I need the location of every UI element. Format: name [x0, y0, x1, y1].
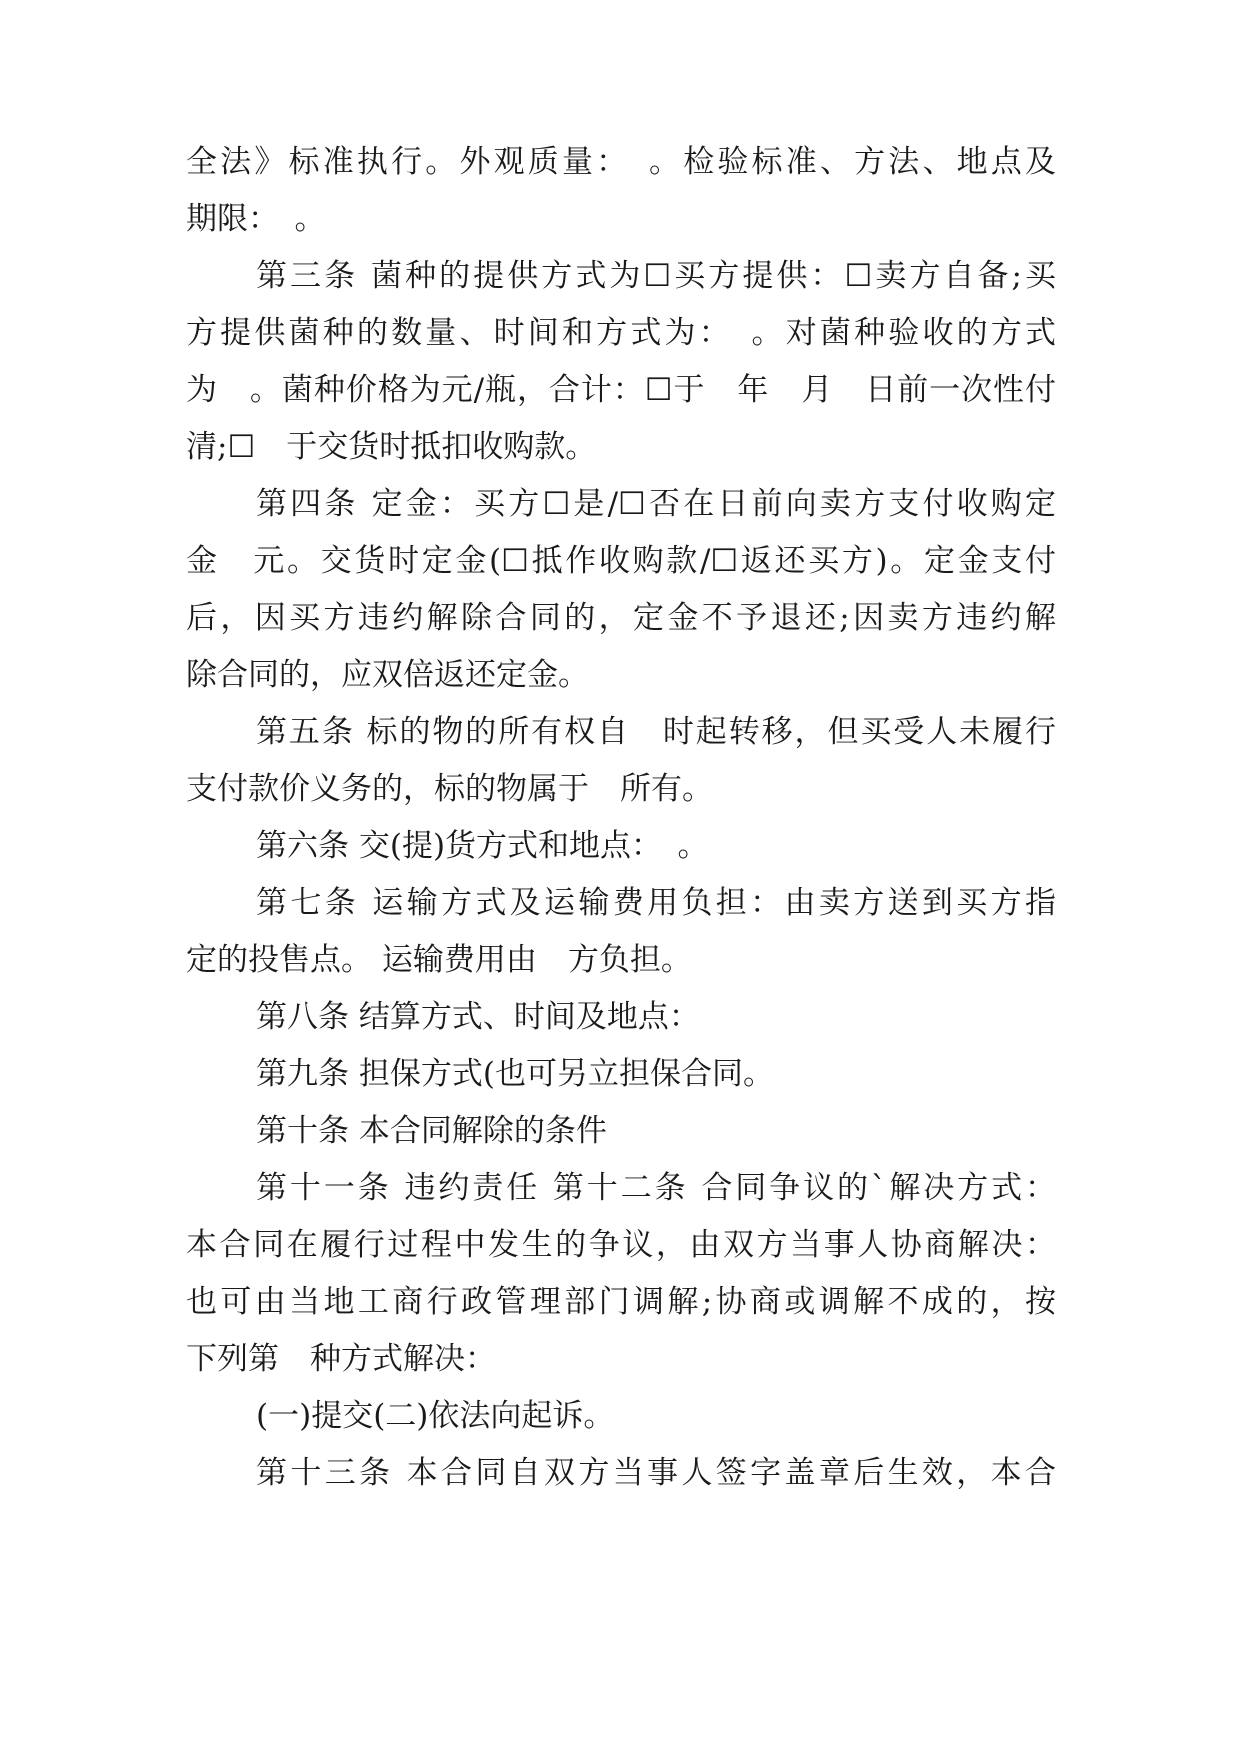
text-line: 金 元。交货时定金(☐抵作收购款/☐返还买方)。定金支付 [186, 543, 1056, 579]
article-6-line: 第六条 交(提)货方式和地点： 。 [256, 828, 709, 864]
text-line: 定的投售点。 运输费用由 方负担。 [186, 942, 692, 978]
text-line: 除合同的，应双倍返还定金。 [186, 657, 589, 693]
text-line: 也可由当地工商行政管理部门调解;协商或调解不成的，按 [186, 1284, 1056, 1320]
article-11-12-line: 第十一条 违约责任 第十二条 合同争议的`解决方式： [256, 1170, 1056, 1206]
text-line: 后，因买方违约解除合同的，定金不予退还;因卖方违约解 [186, 600, 1056, 636]
text-line: 为 。菌种价格为元/瓶，合计：☐于 年 月 日前一次性付 [186, 372, 1056, 408]
article-8-line: 第八条 结算方式、时间及地点： [256, 999, 700, 1035]
text-line: 本合同在履行过程中发生的争议，由双方当事人协商解决： [186, 1227, 1056, 1263]
text-line: 清;☐ 于交货时抵扣收购款。 [186, 429, 597, 465]
article-3-heading-line: 第三条 菌种的提供方式为☐买方提供：☐卖方自备;买 [256, 258, 1056, 294]
text-line: 方提供菌种的数量、时间和方式为： 。对菌种验收的方式 [186, 315, 1056, 351]
text-line: 支付款价义务的，标的物属于 所有。 [186, 771, 713, 807]
dispute-options-line: (一)提交(二)依法向起诉。 [256, 1398, 615, 1434]
article-7-heading-line: 第七条 运输方式及运输费用负担：由卖方送到买方指 [256, 885, 1056, 921]
article-4-heading-line: 第四条 定金：买方☐是/☐否在日前向卖方支付收购定 [256, 486, 1056, 522]
text-line: 期限： 。 [186, 201, 326, 237]
text-line: 下列第 种方式解决： [186, 1341, 496, 1377]
article-5-heading-line: 第五条 标的物的所有权自 时起转移，但买受人未履行 [256, 714, 1056, 750]
article-13-heading-line: 第十三条 本合同自双方当事人签字盖章后生效，本合 [256, 1455, 1056, 1491]
article-10-line: 第十条 本合同解除的条件 [256, 1113, 607, 1149]
article-9-line: 第九条 担保方式(也可另立担保合同。 [256, 1056, 774, 1092]
text-line: 全法》标准执行。外观质量： 。检验标准、方法、地点及 [186, 144, 1056, 180]
